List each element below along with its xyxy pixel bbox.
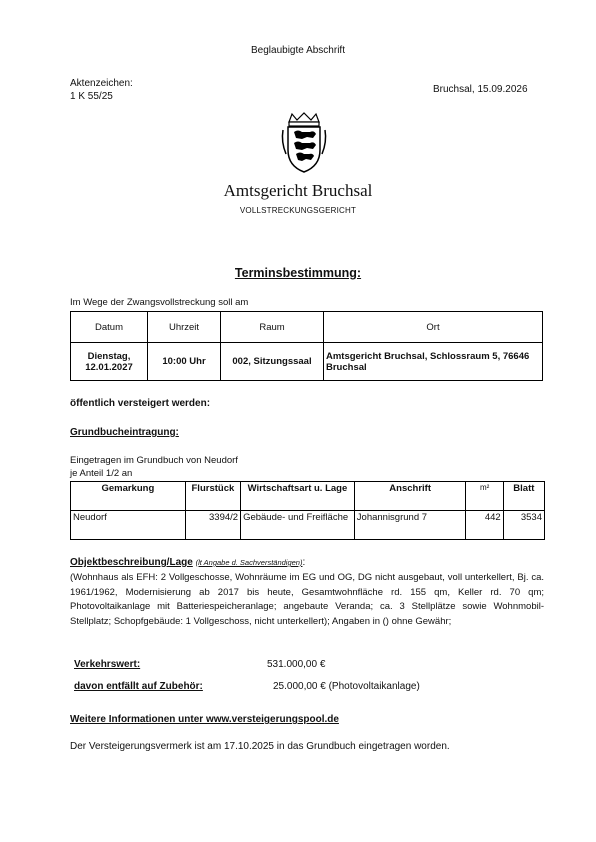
coat-of-arms-icon [280, 112, 328, 174]
document-title: Terminsbestimmung: [234, 266, 362, 280]
accessory-label: davon entfällt auf Zubehör: [74, 681, 203, 692]
header-flurstueck: Flurstück [185, 482, 240, 511]
header-place: Ort [324, 312, 543, 343]
accessory-value: 25.000,00 € (Photovoltaikanlage) [273, 681, 420, 692]
cell-gemarkung: Neudorf [71, 511, 186, 540]
grundbuch-table [70, 481, 545, 540]
header-blatt: Blatt [503, 482, 544, 511]
cell-date: Dienstag, 12.01.2027 [71, 343, 148, 381]
object-description: (Wohnhaus als EFH: 2 Vollgeschosse, Wohnräume im EG und OG, DG nicht ausgebaut, voll unterkellert, Bj. ca. 1961/1962, Modernisierung ab 2017 bis heute, Gesamtwohnfläche rd. 155 qm, Keller rd. 70 qm; Photovoltaikanlage mit Batteriespeicheranlage; angebaute Veranda; ca. 3 Stellplätze sowie Wohnmobil-Stellplatz; Schopfgebäude: 1 Vollgeschoss, nicht unterkellert); Angaben in () ohne Gewähr; [70, 572, 544, 627]
object-heading-label: Objektbeschreibung/Lage [70, 557, 193, 568]
grundbuch-line-1: Eingetragen im Grundbuch von Neudorf [70, 455, 238, 466]
cell-flurstueck: 3394/2 [185, 511, 240, 540]
court-name: Amtsgericht Bruchsal [223, 181, 373, 200]
object-heading [70, 557, 305, 568]
table-header-row [71, 482, 545, 511]
grundbuch-line-2: je Anteil 1/2 an [70, 468, 133, 479]
header-gemarkung: Gemarkung [71, 482, 186, 511]
court-subtitle: VOLLSTRECKUNGSGERICHT [239, 206, 357, 215]
cell-time: 10:00 Uhr [148, 343, 221, 381]
header-time: Uhrzeit [148, 312, 221, 343]
case-label: Aktenzeichen: [70, 78, 133, 89]
intro-text: Im Wege der Zwangsvollstreckung soll am [70, 297, 249, 308]
appointment-table [70, 311, 543, 381]
market-value-label: Verkehrswert: [74, 659, 141, 670]
place-date: Bruchsal, 15.09.2026 [433, 84, 528, 95]
cell-blatt: 3534 [503, 511, 544, 540]
header-wirtschaftsart: Wirtschaftsart u. Lage [241, 482, 355, 511]
object-heading-note: (lt Angabe d. Sachverständigen) [195, 558, 303, 567]
table-row [71, 343, 543, 381]
case-number: 1 K 55/25 [70, 91, 113, 102]
table-header-row [71, 312, 543, 343]
more-info-link[interactable]: Weitere Informationen unter www.versteigerungspool.de [70, 714, 339, 725]
cell-room: 002, Sitzungssaal [221, 343, 324, 381]
cell-place: Amtsgericht Bruchsal, Schlossraum 5, 76646 Bruchsal [324, 343, 543, 381]
grundbuch-heading: Grundbucheintragung: [70, 427, 179, 438]
auction-text: öffentlich versteigert werden: [70, 398, 211, 409]
cell-area: 442 [466, 511, 503, 540]
case-reference [70, 77, 133, 103]
header-room: Raum [221, 312, 324, 343]
object-heading-suffix: : [302, 557, 306, 568]
market-value: 531.000,00 € [267, 659, 326, 670]
table-row [71, 511, 545, 540]
cell-anschrift: Johannisgrund 7 [354, 511, 466, 540]
copy-note: Beglaubigte Abschrift [251, 45, 345, 56]
header-date: Datum [71, 312, 148, 343]
final-note: Der Versteigerungsvermerk ist am 17.10.2025 in das Grundbuch eingetragen worden. [70, 741, 450, 752]
header-area: m² [466, 482, 503, 511]
header-anschrift: Anschrift [354, 482, 466, 511]
cell-wirtschaftsart: Gebäude- und Freifläche [241, 511, 355, 540]
